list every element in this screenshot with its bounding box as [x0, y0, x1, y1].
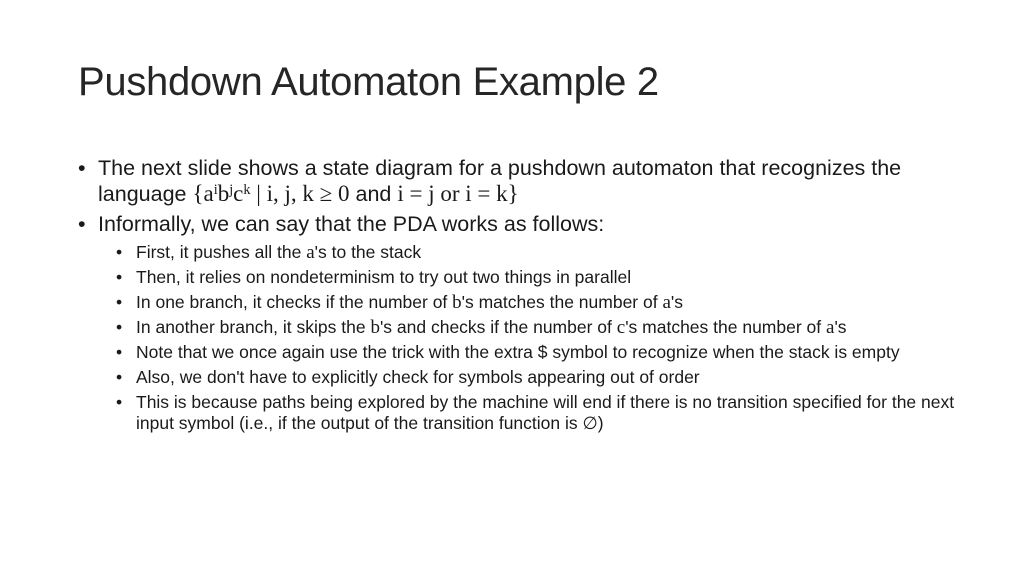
sub-bullet-paths-end: • This is because paths being explored by the machine will end if there is no transition specified for the next input symbol (i.e., if the output of the transition function is ∅)	[116, 392, 955, 433]
bullet-marker: •	[116, 342, 123, 362]
bullet-informal-description	[78, 212, 958, 237]
bullet-marker: •	[116, 392, 123, 412]
and-word: and	[349, 182, 398, 206]
slide-content	[78, 156, 958, 438]
bullet-marker: •	[116, 317, 123, 337]
bullet-marker: •	[116, 292, 123, 312]
bullet-language-description	[78, 156, 958, 207]
sub-bullet-nondeterminism: • Then, it relies on nondeterminism to try out two things in parallel	[116, 267, 632, 287]
language-condition: i = j or i = k}	[397, 181, 519, 206]
bullet-marker: •	[78, 212, 86, 236]
slide-title: Pushdown Automaton Example 2	[78, 60, 659, 104]
sub-bullet-branch-one: • In one branch, it checks if the number of b's matches the number of a's	[116, 292, 683, 313]
sub-bullet-dollar-trick: • Note that we once again use the trick with the extra $ symbol to recognize when the stack is empty	[116, 342, 900, 362]
language-math-expression: {$a^ib^jc^k$ | i, j, k ≥ 0	[192, 181, 350, 206]
bullet-marker: •	[116, 367, 123, 387]
bullet-text: The next slide shows a state diagram for a pushdown automaton that recognizes the language	[98, 156, 902, 206]
sub-bullet-branch-two: • In another branch, it skips the b's and checks if the number of c's matches the number of a's	[116, 317, 847, 338]
bullet-marker: •	[116, 242, 123, 262]
bullet-text: Informally, we can say that the PDA works as follows:	[98, 212, 605, 236]
bullet-marker: •	[116, 267, 123, 287]
sub-bullet-push-as: • First, it pushes all the a's to the stack	[116, 242, 422, 263]
bullet-marker: •	[78, 156, 86, 180]
sub-bullet-out-of-order: • Also, we don't have to explicitly check for symbols appearing out of order	[116, 367, 700, 387]
